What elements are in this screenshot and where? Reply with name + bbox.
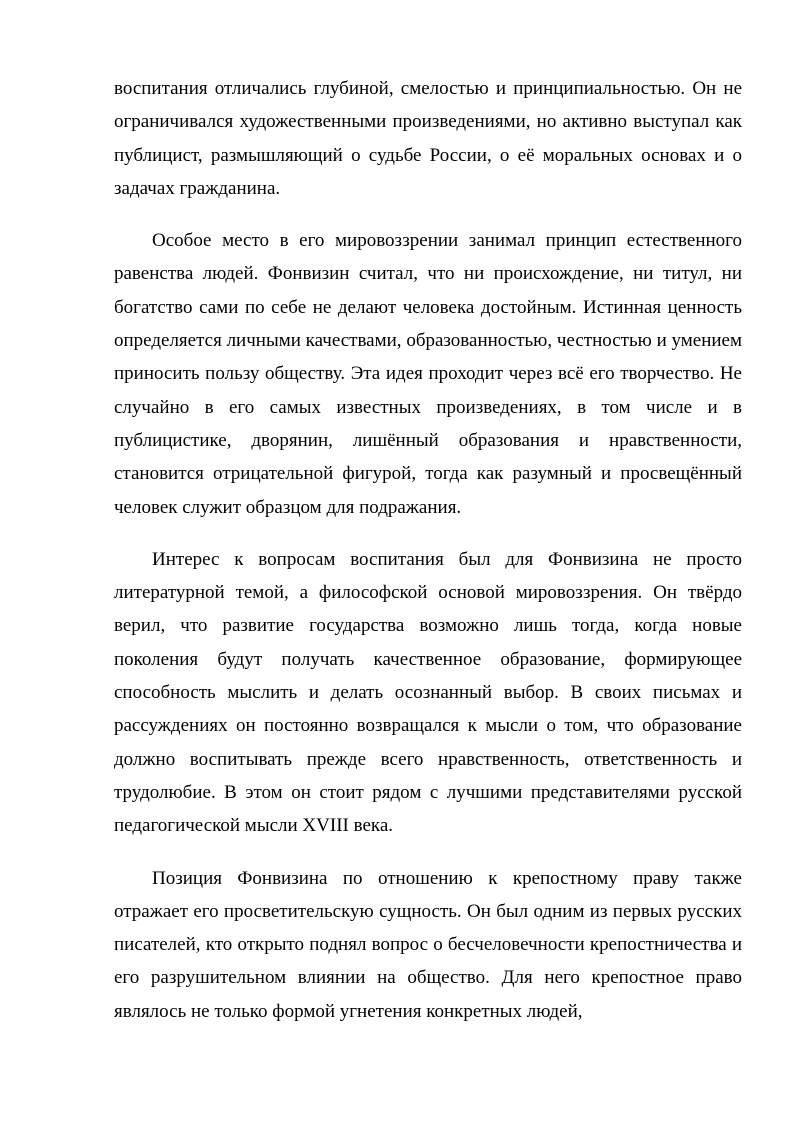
paragraph-equality: Особое место в его мировоззрении занимал принцип естественного равенства людей. Фонвизин считал, что ни происхождение, ни титул, ни богатство сами по себе не делают человека достойным. Истинная ценность определяется личными качествами, образованностью, честностью и умением приносить пользу обществу. Эта идея проходит через всё его творчество. Не случайно в его самых известных произведениях, в том числе и в публицистике, дворянин, лишённый образования и нравственности, становится отрицательной фигурой, тогда как разумный и просвещённый человек служит образцом для подражания. xyxy=(114,230,742,518)
paragraph-continuation: воспитания отличались глубиной, смелостью и принципиальностью. Он не ограничивался художественными произведениями, но активно выступал как публицист, размышляющий о судьбе России, о её моральных основах и о задачах гражданина. xyxy=(114,78,742,199)
paragraph-education: Интерес к вопросам воспитания был для Фонвизина не просто литературной темой, а философской основой мировоззрения. Он твёрдо верил, что развитие государства возможно лишь тогда, когда новые поколения будут получать качественное образование, формирующее способность мыслить и делать осознанный выбор. В своих письмах и рассуждениях он постоянно возвращался к мысли о том, что образование должно воспитывать прежде всего нравственность, ответственность и трудолюбие. В этом он стоит рядом с лучшими представителями русской педагогической мысли XVIII века. xyxy=(114,548,742,837)
paragraph-serfdom: Позиция Фонвизина по отношению к крепостному праву также отражает его просветительскую сущность. Он был одним из первых русских писателей, кто открыто поднял вопрос о бесчеловечности крепостничества и его разрушительном влиянии на общество. Для него крепостное право являлось не только формой угнетения конкретных людей, xyxy=(114,867,742,1022)
document-body xyxy=(114,72,742,1047)
